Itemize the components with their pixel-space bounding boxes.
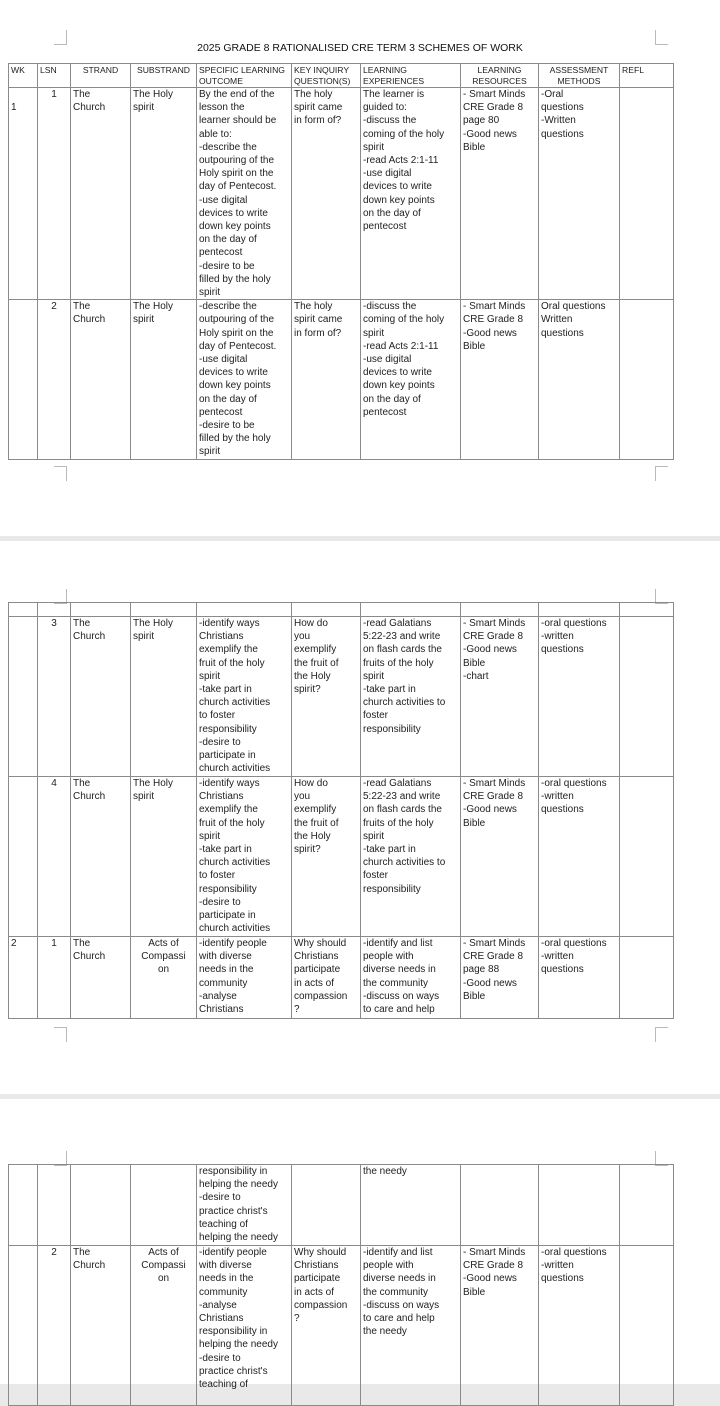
header-cell: SUBSTRAND xyxy=(131,64,197,88)
scheme-table xyxy=(8,1164,674,1406)
refl-cell xyxy=(620,937,674,1019)
header-cell: WK xyxy=(9,64,38,88)
document-title: 2025 GRADE 8 RATIONALISED CRE TERM 3 SCHEMES OF WORK xyxy=(197,42,523,54)
document-page-3 xyxy=(0,1099,720,1391)
substrand-cell: Acts of Compassi on xyxy=(131,1246,197,1406)
strand-cell: The Church xyxy=(71,1246,131,1406)
strand-cell: The Church xyxy=(71,88,131,300)
resources-cell: - Smart Minds CRE Grade 8 page 88 -Good news Bible xyxy=(461,937,539,1019)
question-cell: The holy spirit came in form of? xyxy=(292,300,361,460)
crop-mark xyxy=(655,1027,668,1042)
lsn-cell: 1 xyxy=(38,88,71,300)
header-cell: KEY INQUIRY QUESTION(S) xyxy=(292,64,361,88)
assessment-cell: -oral questions -written questions xyxy=(539,1246,620,1406)
table-row xyxy=(9,603,674,617)
resources-cell: - Smart Minds CRE Grade 8 -Good news Bible xyxy=(461,1246,539,1406)
strand-cell: The Church xyxy=(71,300,131,460)
question-cell: The holy spirit came in form of? xyxy=(292,88,361,300)
header-cell: REFL xyxy=(620,64,674,88)
question-cell: Why should Christians participate in acts of compassion ? xyxy=(292,937,361,1019)
assessment-cell: -oral questions -written questions xyxy=(539,937,620,1019)
header-cell: STRAND xyxy=(71,64,131,88)
assessment-cell: -oral questions -written questions xyxy=(539,777,620,937)
header-cell: ASSESSMENT METHODS xyxy=(539,64,620,88)
crop-mark xyxy=(54,466,67,481)
lsn-cell: 3 xyxy=(38,617,71,777)
lsn-cell: 2 xyxy=(38,1246,71,1406)
table-row xyxy=(9,1165,674,1246)
table-row xyxy=(9,777,674,937)
wk-cell xyxy=(9,777,38,937)
question-cell xyxy=(292,1165,361,1246)
strand-cell xyxy=(71,1165,131,1246)
substrand-cell: Acts of Compassi on xyxy=(131,937,197,1019)
question-cell: How do you exemplify the fruit of the Holy spirit? xyxy=(292,617,361,777)
header-cell: LEARNING RESOURCES xyxy=(461,64,539,88)
table-row xyxy=(9,88,674,300)
lsn-cell: 2 xyxy=(38,300,71,460)
table-row xyxy=(9,300,674,460)
wk-cell xyxy=(9,1165,38,1246)
substrand-cell: The Holy spirit xyxy=(131,617,197,777)
scheme-table xyxy=(8,602,674,1019)
experiences-cell: -identify and list people with diverse needs in the community -discuss on ways to care and help xyxy=(361,937,461,1019)
outcome-cell: -identify people with diverse needs in the community -analyse Christians xyxy=(197,937,292,1019)
resources-cell: - Smart Minds CRE Grade 8 -Good news Bible xyxy=(461,300,539,460)
question-cell: How do you exemplify the fruit of the Holy spirit? xyxy=(292,777,361,937)
refl-cell xyxy=(620,1165,674,1246)
table-row xyxy=(9,1246,674,1406)
wk-cell: 2 xyxy=(9,937,38,1019)
strand-cell: The Church xyxy=(71,937,131,1019)
strand-cell: The Church xyxy=(71,617,131,777)
wk-cell xyxy=(9,1246,38,1406)
resources-cell: - Smart Minds CRE Grade 8 page 80 -Good news Bible xyxy=(461,88,539,300)
strand-cell: The Church xyxy=(71,777,131,937)
table-row xyxy=(9,617,674,777)
wk-cell xyxy=(9,617,38,777)
refl-cell xyxy=(620,300,674,460)
lsn-cell xyxy=(38,1165,71,1246)
experiences-cell: -read Galatians 5:22-23 and write on flash cards the fruits of the holy spirit -take part in church activities to foster responsibility xyxy=(361,777,461,937)
header-row xyxy=(9,64,674,88)
refl-cell xyxy=(620,777,674,937)
document-page-1 xyxy=(0,0,720,536)
refl-cell xyxy=(620,1246,674,1406)
outcome-cell: -identify people with diverse needs in the community -analyse Christians responsibility in helping the needy -desire to practice christ's teaching of xyxy=(197,1246,292,1406)
outcome-cell: By the end of the lesson the learner should be able to: -describe the outpouring of the Holy spirit on the day of Pentecost. -use digital devices to write down key points on the day of pentecost -desire to be filled by the holy spirit xyxy=(197,88,292,300)
assessment-cell: -oral questions -written questions xyxy=(539,617,620,777)
wk-cell: 1 xyxy=(9,88,38,300)
header-cell: LEARNING EXPERIENCES xyxy=(361,64,461,88)
lsn-cell: 4 xyxy=(38,777,71,937)
substrand-cell xyxy=(131,1165,197,1246)
table-row xyxy=(9,937,674,1019)
assessment-cell xyxy=(539,1165,620,1246)
substrand-cell: The Holy spirit xyxy=(131,88,197,300)
assessment-cell: -Oral questions -Written questions xyxy=(539,88,620,300)
resources-cell xyxy=(461,1165,539,1246)
crop-mark xyxy=(655,466,668,481)
header-cell: LSN xyxy=(38,64,71,88)
resources-cell: - Smart Minds CRE Grade 8 -Good news Bible -chart xyxy=(461,617,539,777)
header-cell: SPECIFIC LEARNING OUTCOME xyxy=(197,64,292,88)
outcome-cell: -identify ways Christians exemplify the fruit of the holy spirit -take part in church activities to foster responsibility -desire to participate in church activities xyxy=(197,617,292,777)
crop-mark xyxy=(54,1027,67,1042)
refl-cell xyxy=(620,88,674,300)
outcome-cell: -identify ways Christians exemplify the fruit of the holy spirit -take part in church activities to foster responsibility -desire to participate in church activities xyxy=(197,777,292,937)
refl-cell xyxy=(620,617,674,777)
question-cell: Why should Christians participate in acts of compassion ? xyxy=(292,1246,361,1406)
scheme-table xyxy=(8,63,674,460)
experiences-cell: -identify and list people with diverse needs in the community -discuss on ways to care and help the needy xyxy=(361,1246,461,1406)
substrand-cell: The Holy spirit xyxy=(131,777,197,937)
wk-cell xyxy=(9,300,38,460)
experiences-cell: The learner is guided to: -discuss the coming of the holy spirit -read Acts 2:1-11 -use digital devices to write down key points on the day of pentecost xyxy=(361,88,461,300)
lsn-cell: 1 xyxy=(38,937,71,1019)
experiences-cell: the needy xyxy=(361,1165,461,1246)
experiences-cell: -read Galatians 5:22-23 and write on flash cards the fruits of the holy spirit -take part in church activities to foster responsibility xyxy=(361,617,461,777)
outcome-cell: responsibility in helping the needy -desire to practice christ's teaching of helping the needy xyxy=(197,1165,292,1246)
document-page-2 xyxy=(0,541,720,1094)
substrand-cell: The Holy spirit xyxy=(131,300,197,460)
outcome-cell: -describe the outpouring of the Holy spirit on the day of Pentecost. -use digital devices to write down key points on the day of pentecost -desire to be filled by the holy spirit xyxy=(197,300,292,460)
resources-cell: - Smart Minds CRE Grade 8 -Good news Bible xyxy=(461,777,539,937)
assessment-cell: Oral questions Written questions xyxy=(539,300,620,460)
experiences-cell: -discuss the coming of the holy spirit -read Acts 2:1-11 -use digital devices to write down key points on the day of pentecost xyxy=(361,300,461,460)
